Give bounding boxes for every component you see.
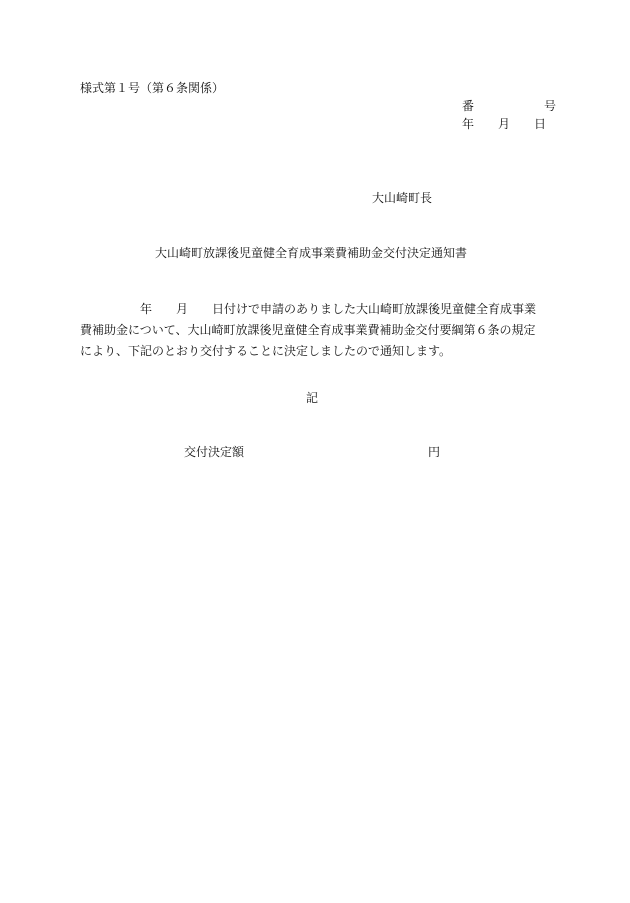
number-suffix: 号	[544, 99, 557, 113]
issuer-name: 大山崎町長	[372, 191, 433, 205]
date-year: 年	[462, 117, 475, 131]
body-line-2: 費補助金について、大山崎町放課後児童健全育成事業費補助金交付要綱第６条の規定	[80, 323, 536, 337]
document-title: 大山崎町放課後児童健全育成事業費補助金交付決定通知書	[155, 246, 468, 260]
form-number: 様式第１号（第６条関係）	[80, 81, 225, 95]
body-year: 年	[140, 302, 153, 316]
amount-unit: 円	[428, 445, 441, 459]
body-line-1	[80, 299, 550, 320]
body-line-1-text: 日付けで申請のありました大山崎町放課後児童健全育成事業	[212, 302, 537, 316]
date-day: 日	[534, 117, 547, 131]
notification-body	[80, 299, 550, 362]
document-number-line	[462, 100, 556, 112]
ki-heading: 記	[306, 391, 319, 405]
document-date-line	[462, 118, 546, 130]
amount-label: 交付決定額	[184, 445, 245, 459]
number-label: 番	[462, 99, 475, 113]
date-month: 月	[498, 117, 511, 131]
body-month: 月	[176, 302, 189, 316]
body-line-3: により、下記のとおり交付することに決定しましたので通知します。	[80, 344, 452, 358]
